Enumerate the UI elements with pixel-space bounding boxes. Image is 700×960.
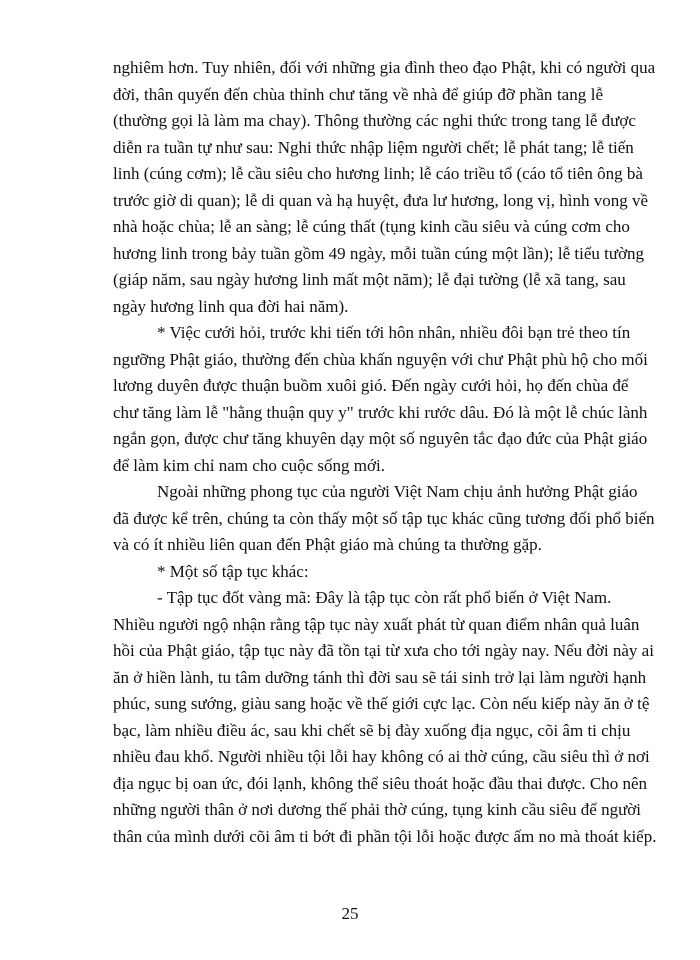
text-line: bạc, làm nhiều điều ác, sau khi chết sẽ bị đày xuống địa ngục, cõi âm ti chịu <box>113 720 631 740</box>
text-line: nhà hoặc chùa; lễ an sàng; lễ cúng thất (tụng kinh cầu siêu và cúng cơm cho <box>113 217 630 236</box>
text-line: ngắn gọn, được chư tăng khuyên dạy một số nguyên tắc đạo đức của Phật giáo <box>113 429 648 448</box>
text-line: (thường gọi là làm ma chay). Thông thường các nghi thức trong tang lễ được <box>113 111 636 130</box>
text-line: đã được kể trên, chúng ta còn thấy một số tập tục khác cũng tương đối phổ biến <box>113 508 655 528</box>
text-line: hương linh trong bảy tuần gồm 49 ngày, mỗi tuần cúng một lần); lễ tiểu tường <box>113 243 645 263</box>
text-line: (giáp năm, sau ngày hương linh mất một năm); lễ đại tường (lễ xã tang, sau <box>113 270 626 289</box>
text-line: hồi của Phật giáo, tập tục này đã tồn tại từ xưa cho tới ngày nay. Nếu đời này ai <box>113 641 654 660</box>
text-line: * Một số tập tục khác: <box>157 561 309 581</box>
text-line: diễn ra tuần tự như sau: Nghi thức nhập liệm người chết; lễ phát tang; lễ tiến <box>113 137 634 157</box>
text-line: Nhiều người ngộ nhận rằng tập tục này xuất phát từ quan điểm nhân quả luân <box>113 614 640 634</box>
page-number: 25 <box>341 904 359 923</box>
text-line: nhiều đau khổ. Người nhiều tội lỗi hay không có ai thờ cúng, cầu siêu thì ở nơi <box>113 747 650 766</box>
text-line: thân của mình dưới cõi âm ti bớt đi phần tội lỗi hoặc được ấm no mà thoát kiếp. <box>113 826 657 846</box>
text-line: ngày hương linh qua đời hai năm). <box>113 296 349 316</box>
text-line: trước giờ di quan); lễ di quan và hạ huyệt, đưa lư hương, long vị, hình vong về <box>113 190 649 210</box>
text-line: nghiêm hơn. Tuy nhiên, đối với những gia đình theo đạo Phật, khi có người qua <box>113 58 656 77</box>
text-line: đời, thân quyến đến chùa thỉnh chư tăng về nhà để giúp đỡ phần tang lễ <box>113 84 603 104</box>
text-line: ngưỡng Phật giáo, thường đến chùa khấn nguyện với chư Phật phù hộ cho mối <box>113 349 648 369</box>
text-line: lương duyên được thuận buồm xuôi gió. Đến ngày cưới hỏi, họ đến chùa để <box>113 376 629 395</box>
text-line: linh (cúng cơm); lễ cầu siêu cho hương linh; lễ cáo triều tổ (cáo tổ tiên ông bà <box>113 164 643 183</box>
text-line: - Tập tục đốt vàng mã: Đây là tập tục còn rất phổ biến ở Việt Nam. <box>157 588 612 607</box>
text-line: để làm kim chỉ nam cho cuộc sống mới. <box>113 455 385 475</box>
text-line: và có ít nhiều liên quan đến Phật giáo mà chúng ta thường gặp. <box>113 535 542 554</box>
text-line: những người thân ở nơi dương thế phải thờ cúng, tụng kinh cầu siêu để người <box>113 800 642 819</box>
text-line: * Việc cưới hỏi, trước khi tiến tới hôn nhân, nhiều đôi bạn trẻ theo tín <box>157 323 631 342</box>
text-line: Ngoài những phong tục của người Việt Nam chịu ảnh hưởng Phật giáo <box>157 482 638 501</box>
text-line: địa ngục bị oan ức, đói lạnh, không thể siêu thoát hoặc đầu thai được. Cho nên <box>113 773 647 793</box>
text-line: chư tăng làm lễ "hằng thuận quy y" trước khi rước dâu. Đó là một lễ chúc lành <box>113 402 648 422</box>
text-line: ăn ở hiền lành, tu tâm dưỡng tánh thì đời sau sẽ tái sinh trở lại làm người hạnh <box>113 667 647 687</box>
text-line: phúc, sung sướng, giàu sang hoặc về thế giới cực lạc. Còn nếu kiếp này ăn ở tệ <box>113 694 650 713</box>
